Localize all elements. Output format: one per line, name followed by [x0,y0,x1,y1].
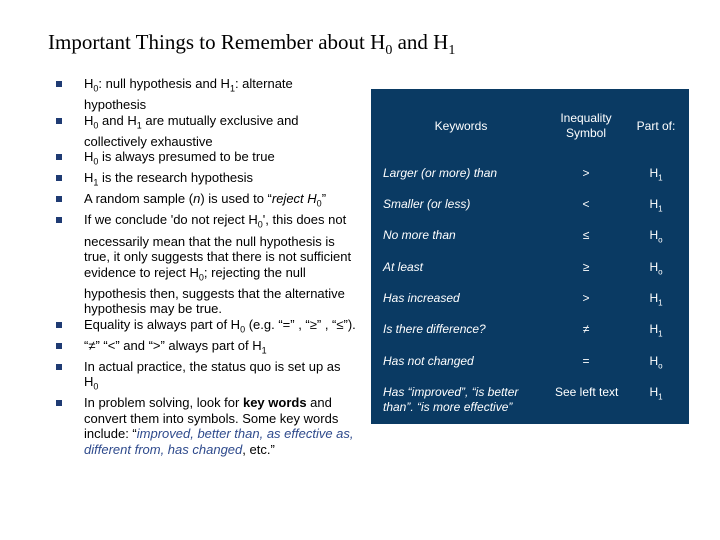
bullet-item: Equality is always part of $H_0$ (e.g. “=” , “≥” , “≤”). [56,317,356,338]
square-bullet-icon [56,175,62,181]
keyword-cell: Has increased [383,291,460,305]
symbol-cell: ≥ [582,260,590,274]
keyword-cell: At least [383,260,424,274]
bullet-item: $H_0$ and $H_1$ are mutually exclusive and collectively exhaustive [56,113,356,150]
bullet-item: $H_0$ is always presumed to be true [56,149,356,170]
bullet-list [56,76,356,457]
keyword-cell: Has “improved”, “is better than”. “is more effective” [383,385,519,414]
part-cell: $H_1$ [649,385,663,402]
square-bullet-icon [56,400,62,406]
keyword-cell: Has not changed [383,354,474,368]
part-cell: $H_1$ [649,291,663,308]
symbol-cell: ≠ [582,322,590,336]
bullet-item: $H_1$ is the research hypothesis [56,170,356,191]
part-cell: $H_o$ [649,354,663,371]
square-bullet-icon [56,322,62,328]
symbol-cell: > [582,166,590,180]
header-part-of: Part of: [636,119,676,133]
square-bullet-icon [56,196,62,202]
bullet-item: If we conclude 'do not reject $H_0'$, this does not necessarily mean that the null hypothesis is true, it only suggests that there is not sufficient evidence to reject $H_0$; rejecting the null hypothesis then, suggests that the alternative hypothesis may be true. [56,212,356,316]
bullet-item: In problem solving, look for key words and convert them into symbols. Some key words include: “improved, better than, as effective as, different from, has changed, etc.” [56,395,356,457]
symbol-cell: ≤ [582,228,590,242]
keyword-cell: Is there difference? [383,322,486,336]
keyword-cell: Larger (or more) than [383,166,498,180]
part-cell: $H_1$ [649,197,663,214]
header-keywords: Keywords [434,119,488,133]
part-cell: $H_o$ [649,260,663,277]
keyword-cell: Smaller (or less) [383,197,471,211]
bullet-item: A random sample (n) is used to “reject $H_0$” [56,191,356,212]
symbol-cell: > [582,291,590,305]
part-cell: $H_1$ [649,166,663,183]
keywords-table [371,89,689,424]
symbol-cell: < [582,197,590,211]
square-bullet-icon [56,364,62,370]
square-bullet-icon [56,118,62,124]
square-bullet-icon [56,81,62,87]
symbol-cell: = [582,354,590,368]
header-inequality-symbol: Inequality Symbol [560,111,612,140]
square-bullet-icon [56,154,62,160]
bullet-item: “≠” “<” and “>” always part of $H_1$ [56,338,356,359]
square-bullet-icon [56,343,62,349]
keyword-cell: No more than [383,228,456,242]
symbol-cell: See left text [555,385,619,399]
bullet-item: $H_0$: null hypothesis and $H_1$: alternate hypothesis [56,76,356,113]
part-cell: $H_o$ [649,228,663,245]
slide-title: Important Things to Remember about $H_0$ and $H_1$ [48,30,456,59]
square-bullet-icon [56,217,62,223]
part-cell: $H_1$ [649,322,663,339]
bullet-item: In actual practice, the status quo is set up as $H_0$ [56,359,356,396]
